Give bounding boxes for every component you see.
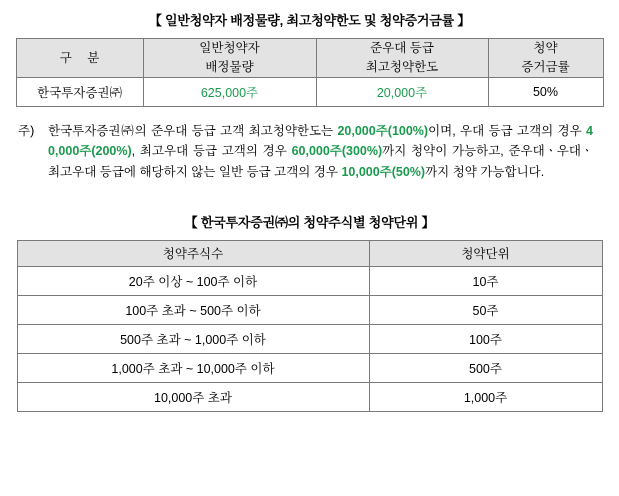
header-share-count: 청약주식수 [17, 240, 369, 266]
header-general-allocation-line1: 일반청약자 [199, 41, 260, 55]
table-row [17, 353, 602, 382]
allocation-table [16, 38, 604, 107]
footnote-segment: 까지 청약 가능합니다. [425, 164, 545, 179]
table-row [17, 324, 602, 353]
table-row [17, 295, 602, 324]
table-row [17, 266, 602, 295]
footnote-segment: , 최고우대 등급 고객의 경우 [131, 144, 292, 159]
subscription-unit-table [17, 240, 603, 412]
header-deposit-rate-line1: 청약 [533, 41, 558, 55]
table-row [17, 382, 602, 411]
header-preferred-limit [316, 39, 488, 78]
cell-subscription-unit: 1,000주 [369, 382, 602, 411]
cell-subscription-unit: 100주 [369, 324, 602, 353]
footnote-segment: 이며, 우대 등급 고객의 경우 [428, 124, 587, 138]
footnote-highlight: 20,000주(100%) [337, 124, 429, 138]
footnote-text [48, 121, 593, 182]
cell-division: 한국투자증권㈜ [16, 78, 143, 107]
footnote-segment: 한국투자증권㈜의 준우대 등급 고객 최고청약한도는 [48, 124, 338, 138]
page-title-unit: 【 한국투자증권㈜의 청약주식별 청약단위 】 [184, 214, 435, 230]
footnote-highlight: 10,000주(50%) [341, 164, 426, 179]
cell-share-count: 1,000주 초과 ~ 10,000주 이하 [17, 353, 369, 382]
header-division [16, 39, 143, 78]
header-general-allocation-line2: 배정물량 [205, 60, 254, 74]
table-row [16, 78, 603, 107]
cell-share-count: 500주 초과 ~ 1,000주 이하 [17, 324, 369, 353]
footnote-marker: 주) [18, 124, 35, 138]
cell-subscription-unit: 10주 [369, 266, 602, 295]
header-general-allocation [143, 39, 316, 78]
table-header-row [16, 39, 603, 78]
header-preferred-limit-line2: 최고청약한도 [365, 60, 439, 74]
header-division-label: 구 분 [59, 50, 106, 65]
header-deposit-rate [488, 39, 603, 78]
cell-subscription-unit: 500주 [369, 353, 602, 382]
cell-limit: 20,000주 [316, 78, 488, 107]
cell-allocation: 625,000주 [143, 78, 316, 107]
header-preferred-limit-line1: 준우대 등급 [370, 41, 434, 55]
header-subscription-unit: 청약단위 [369, 240, 602, 266]
cell-subscription-unit: 50주 [369, 295, 602, 324]
page-title-allocation: 【 일반청약자 배정물량, 최고청약한도 및 청약증거금률 】 [148, 13, 471, 28]
cell-deposit-rate: 50% [488, 78, 603, 107]
cell-share-count: 100주 초과 ~ 500주 이하 [17, 295, 369, 324]
footnote-segment: 까지 청약이 가능하고, 준우대ㆍ우대ㆍ최고우대 등급에 해당하지 않는 일반 등급 고객의 경우 [48, 144, 594, 179]
footnote-highlight: 60,000주(300%) [291, 144, 383, 159]
table-header-row [17, 240, 602, 266]
cell-share-count: 20주 이상 ~ 100주 이하 [17, 266, 369, 295]
footnote-highlight: 40,000주(200%) [48, 124, 593, 159]
cell-share-count: 10,000주 초과 [17, 382, 369, 411]
footnote [0, 121, 619, 182]
document-page [0, 10, 619, 496]
header-deposit-rate-line2: 증거금률 [521, 60, 570, 74]
